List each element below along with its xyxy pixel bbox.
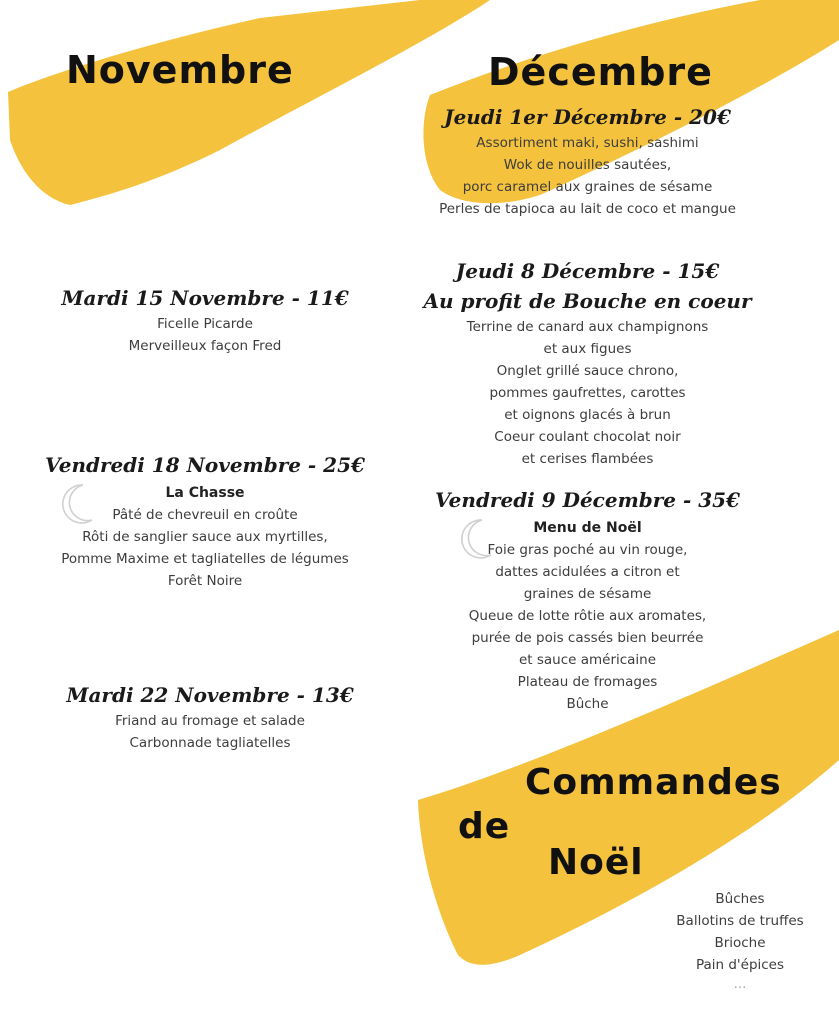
menu-item: Merveilleux façon Fred [128,338,282,354]
menu-item: graines de sésame [523,586,652,602]
menu-item: Coeur coulant chocolat noir [494,429,681,445]
menu-item: Pâté de chevreuil en croûte [112,507,298,523]
menu-date-title: Mardi 22 Novembre - 13€ [66,683,354,707]
menu-item: purée de pois cassés bien beurrée [471,630,704,646]
menu-block-vendredi-9-decembre [420,485,755,715]
menu-item: pommes gaufrettes, carottes [489,385,686,401]
brush-stroke-novembre [8,0,490,205]
menu-item: Rôti de sanglier sauce aux myrtilles, [82,529,328,545]
menu-item: Friand au fromage et salade [115,713,305,729]
menu-item: et cerises flambées [521,451,654,467]
menu-block-jeudi-8-decembre [420,256,755,470]
list-item: Ballotins de truffes [676,913,804,929]
menu-item: Forêt Noire [167,573,243,589]
menu-item: Wok de nouilles sautées, [503,157,672,173]
christmas-orders-list [660,888,820,992]
menu-item: Bûche [566,696,609,712]
christmas-orders-title-line-3: Noël [548,842,644,883]
menu-item: Onglet grillé sauce chrono, [496,363,679,379]
list-item: Bûches [715,891,765,907]
month-title-novembre: Novembre [66,48,294,92]
menu-subtitle: Au profit de Bouche en coeur [423,289,752,313]
menu-item: et aux figues [543,341,632,357]
menu-item: et sauce américaine [518,652,657,668]
menu-item: Queue de lotte rôtie aux aromates, [468,608,707,624]
menu-subtitle: Menu de Noël [533,520,642,536]
list-item: ... [733,976,747,992]
menu-date-title: Vendredi 18 Novembre - 25€ [45,453,365,477]
menu-date-title: Jeudi 8 Décembre - 15€ [455,259,720,283]
menu-item: Assortiment maki, sushi, sashimi [476,135,699,151]
menu-block-mardi-15-novembre [40,283,370,357]
menu-block-mardi-22-novembre [40,680,380,754]
menu-item: Perles de tapioca au lait de coco et mangue [439,201,736,217]
menu-item: Foie gras poché au vin rouge, [487,542,688,558]
menu-item: Pomme Maxime et tagliatelles de légumes [61,551,349,567]
list-item: Pain d'épices [695,957,785,973]
christmas-orders-title-line-2: de [458,806,511,847]
menu-item: et oignons glacés à brun [504,407,671,423]
menu-item: Ficelle Picarde [157,316,253,332]
menu-item: porc caramel aux graines de sésame [462,179,713,195]
menu-date-title: Vendredi 9 Décembre - 35€ [435,488,740,512]
menu-item: Carbonnade tagliatelles [129,735,291,751]
list-item: Brioche [714,935,766,951]
menu-date-title: Jeudi 1er Décembre - 20€ [444,105,731,129]
menu-block-jeudi-1-decembre [420,102,755,220]
menu-item: dattes acidulées a citron et [495,564,680,580]
menu-item: Terrine de canard aux champignons [466,319,709,335]
month-title-decembre: Décembre [488,50,713,94]
menu-item: Plateau de fromages [517,674,658,690]
menu-date-title: Mardi 15 Novembre - 11€ [61,286,349,310]
menu-subtitle: La Chasse [165,485,245,501]
christmas-orders-title-line-1: Commandes [525,762,782,803]
menu-block-vendredi-18-novembre [25,450,385,592]
